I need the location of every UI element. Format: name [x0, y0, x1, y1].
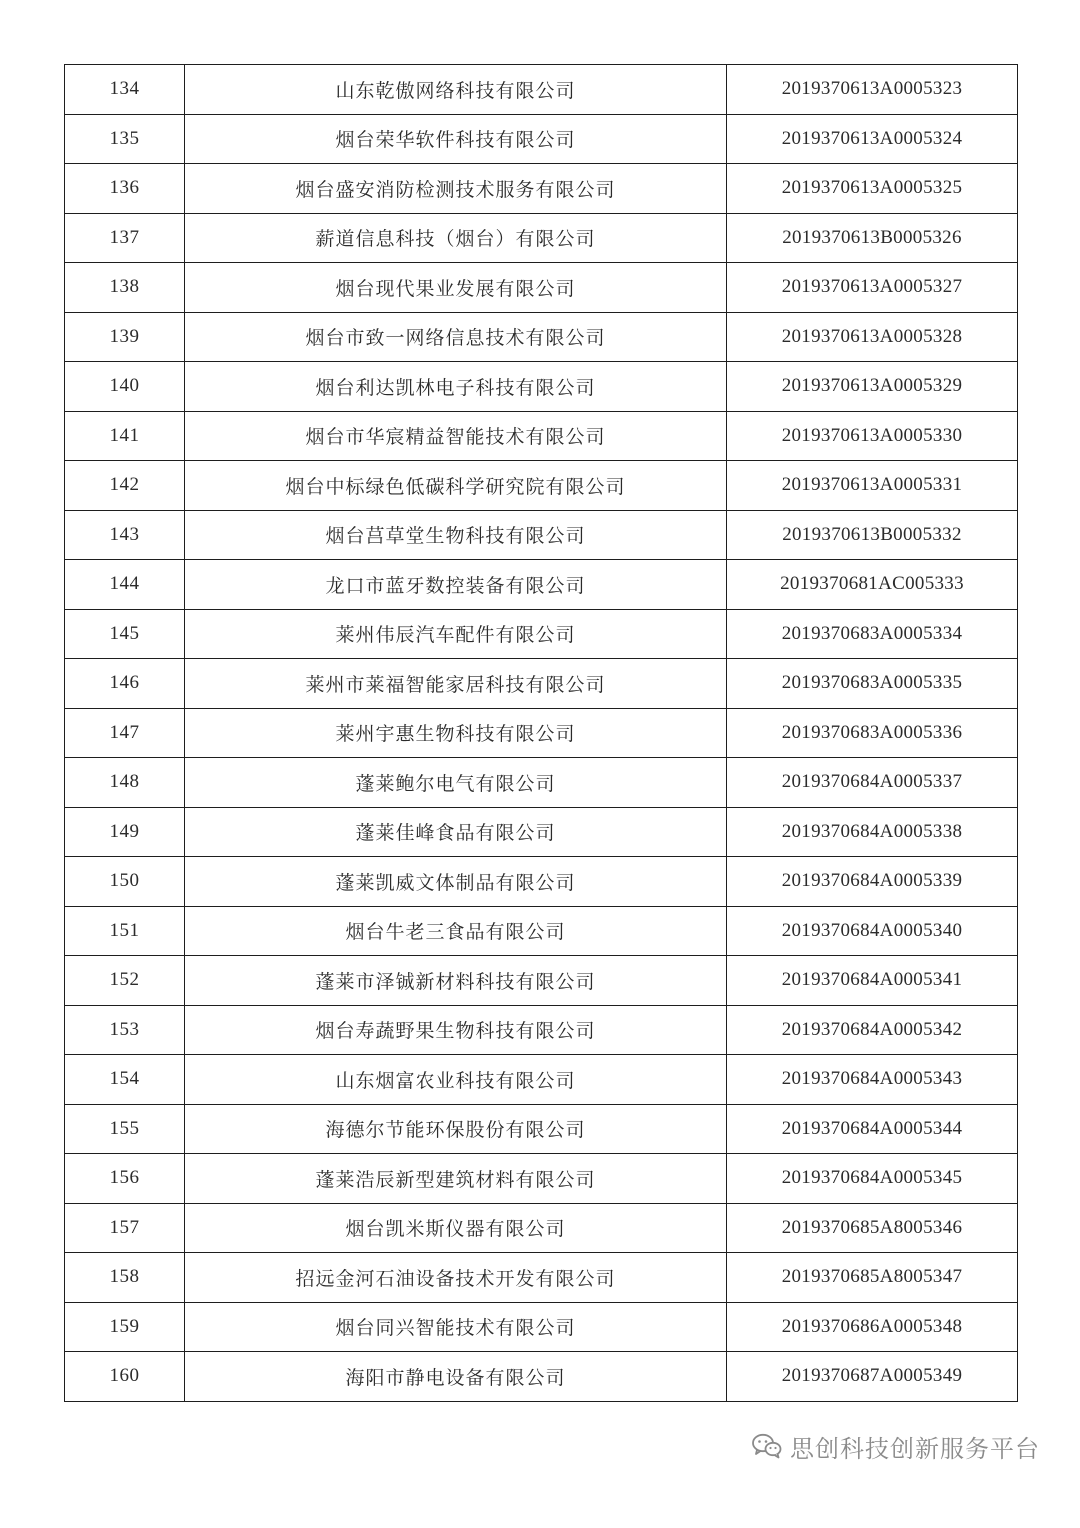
company-name: 招远金河石油设备技术开发有限公司: [185, 1253, 727, 1303]
company-name: 山东烟富农业科技有限公司: [185, 1055, 727, 1105]
company-name: 烟台利达凯林电子科技有限公司: [185, 362, 727, 412]
registration-code: 2019370684A0005341: [727, 956, 1018, 1006]
row-number: 150: [65, 857, 185, 907]
company-name: 海阳市静电设备有限公司: [185, 1352, 727, 1402]
row-number: 155: [65, 1104, 185, 1154]
watermark: [752, 1430, 1040, 1462]
table-row: [65, 659, 1018, 709]
company-name: 烟台现代果业发展有限公司: [185, 263, 727, 313]
table-row: [65, 1154, 1018, 1204]
company-name: 蓬莱鲍尔电气有限公司: [185, 758, 727, 808]
row-number: 140: [65, 362, 185, 412]
registration-code: 2019370613A0005330: [727, 411, 1018, 461]
row-number: 148: [65, 758, 185, 808]
table-row: [65, 362, 1018, 412]
row-number: 152: [65, 956, 185, 1006]
company-name: 龙口市蓝牙数控装备有限公司: [185, 560, 727, 610]
registration-code: 2019370613A0005331: [727, 461, 1018, 511]
table-row: [65, 1253, 1018, 1303]
registration-code: 2019370684A0005337: [727, 758, 1018, 808]
registration-code: 2019370683A0005334: [727, 609, 1018, 659]
row-number: 156: [65, 1154, 185, 1204]
company-name: 莱州宇惠生物科技有限公司: [185, 708, 727, 758]
row-number: 147: [65, 708, 185, 758]
table-row: [65, 560, 1018, 610]
table-row: [65, 461, 1018, 511]
table-row: [65, 1104, 1018, 1154]
row-number: 145: [65, 609, 185, 659]
registration-code: 2019370613A0005323: [727, 65, 1018, 115]
wechat-icon: [752, 1433, 782, 1459]
company-name: 蓬莱凯威文体制品有限公司: [185, 857, 727, 907]
row-number: 141: [65, 411, 185, 461]
table-row: [65, 758, 1018, 808]
table-row: [65, 807, 1018, 857]
registration-code: 2019370683A0005336: [727, 708, 1018, 758]
registration-code: 2019370613A0005327: [727, 263, 1018, 313]
company-name: 烟台莒草堂生物科技有限公司: [185, 510, 727, 560]
row-number: 138: [65, 263, 185, 313]
row-number: 157: [65, 1203, 185, 1253]
row-number: 158: [65, 1253, 185, 1303]
row-number: 139: [65, 312, 185, 362]
company-name: 蓬莱佳峰食品有限公司: [185, 807, 727, 857]
company-name: 薪道信息科技（烟台）有限公司: [185, 213, 727, 263]
table-row: [65, 114, 1018, 164]
table-row: [65, 263, 1018, 313]
table-row: [65, 164, 1018, 214]
table-row: [65, 213, 1018, 263]
row-number: 136: [65, 164, 185, 214]
registration-code: 2019370681AC005333: [727, 560, 1018, 610]
registration-code: 2019370613A0005329: [727, 362, 1018, 412]
table-row: [65, 1005, 1018, 1055]
row-number: 149: [65, 807, 185, 857]
company-name: 烟台荣华软件科技有限公司: [185, 114, 727, 164]
table-row: [65, 411, 1018, 461]
registration-code: 2019370684A0005340: [727, 906, 1018, 956]
registration-code: 2019370685A8005346: [727, 1203, 1018, 1253]
row-number: 154: [65, 1055, 185, 1105]
row-number: 137: [65, 213, 185, 263]
row-number: 153: [65, 1005, 185, 1055]
row-number: 151: [65, 906, 185, 956]
table-row: [65, 65, 1018, 115]
table-row: [65, 1302, 1018, 1352]
registration-code: 2019370684A0005338: [727, 807, 1018, 857]
registration-code: 2019370684A0005345: [727, 1154, 1018, 1204]
row-number: 144: [65, 560, 185, 610]
table-row: [65, 906, 1018, 956]
company-table-container: [64, 64, 1016, 1402]
company-name: 烟台市致一网络信息技术有限公司: [185, 312, 727, 362]
registration-code: 2019370686A0005348: [727, 1302, 1018, 1352]
company-name: 烟台中标绿色低碳科学研究院有限公司: [185, 461, 727, 511]
registration-code: 2019370685A8005347: [727, 1253, 1018, 1303]
registration-code: 2019370684A0005339: [727, 857, 1018, 907]
table-row: [65, 1203, 1018, 1253]
table-row: [65, 1352, 1018, 1402]
table-row: [65, 510, 1018, 560]
table-row: [65, 1055, 1018, 1105]
registration-code: 2019370684A0005344: [727, 1104, 1018, 1154]
row-number: 143: [65, 510, 185, 560]
row-number: 146: [65, 659, 185, 709]
registration-code: 2019370683A0005335: [727, 659, 1018, 709]
registration-code: 2019370684A0005343: [727, 1055, 1018, 1105]
registration-code: 2019370684A0005342: [727, 1005, 1018, 1055]
company-name: 山东乾傲网络科技有限公司: [185, 65, 727, 115]
row-number: 134: [65, 65, 185, 115]
row-number: 160: [65, 1352, 185, 1402]
watermark-text: 思创科技创新服务平台: [790, 1434, 1040, 1463]
table-row: [65, 312, 1018, 362]
company-name: 烟台同兴智能技术有限公司: [185, 1302, 727, 1352]
table-row: [65, 708, 1018, 758]
registration-code: 2019370613A0005324: [727, 114, 1018, 164]
registration-code: 2019370687A0005349: [727, 1352, 1018, 1402]
table-row: [65, 857, 1018, 907]
company-name: 烟台凯米斯仪器有限公司: [185, 1203, 727, 1253]
company-name: 莱州伟辰汽车配件有限公司: [185, 609, 727, 659]
registration-code: 2019370613B0005332: [727, 510, 1018, 560]
table-body: [65, 65, 1018, 1402]
row-number: 159: [65, 1302, 185, 1352]
company-name: 海德尔节能环保股份有限公司: [185, 1104, 727, 1154]
registration-code: 2019370613A0005325: [727, 164, 1018, 214]
table-row: [65, 956, 1018, 1006]
registration-code: 2019370613B0005326: [727, 213, 1018, 263]
registration-code: 2019370613A0005328: [727, 312, 1018, 362]
company-name: 烟台市华宸精益智能技术有限公司: [185, 411, 727, 461]
company-name: 烟台盛安消防检测技术服务有限公司: [185, 164, 727, 214]
company-name: 莱州市莱福智能家居科技有限公司: [185, 659, 727, 709]
company-name: 烟台牛老三食品有限公司: [185, 906, 727, 956]
company-name: 蓬莱市泽铖新材料科技有限公司: [185, 956, 727, 1006]
row-number: 142: [65, 461, 185, 511]
company-name: 烟台寿蔬野果生物科技有限公司: [185, 1005, 727, 1055]
company-table: [64, 64, 1018, 1402]
table-row: [65, 609, 1018, 659]
row-number: 135: [65, 114, 185, 164]
company-name: 蓬莱浩辰新型建筑材料有限公司: [185, 1154, 727, 1204]
